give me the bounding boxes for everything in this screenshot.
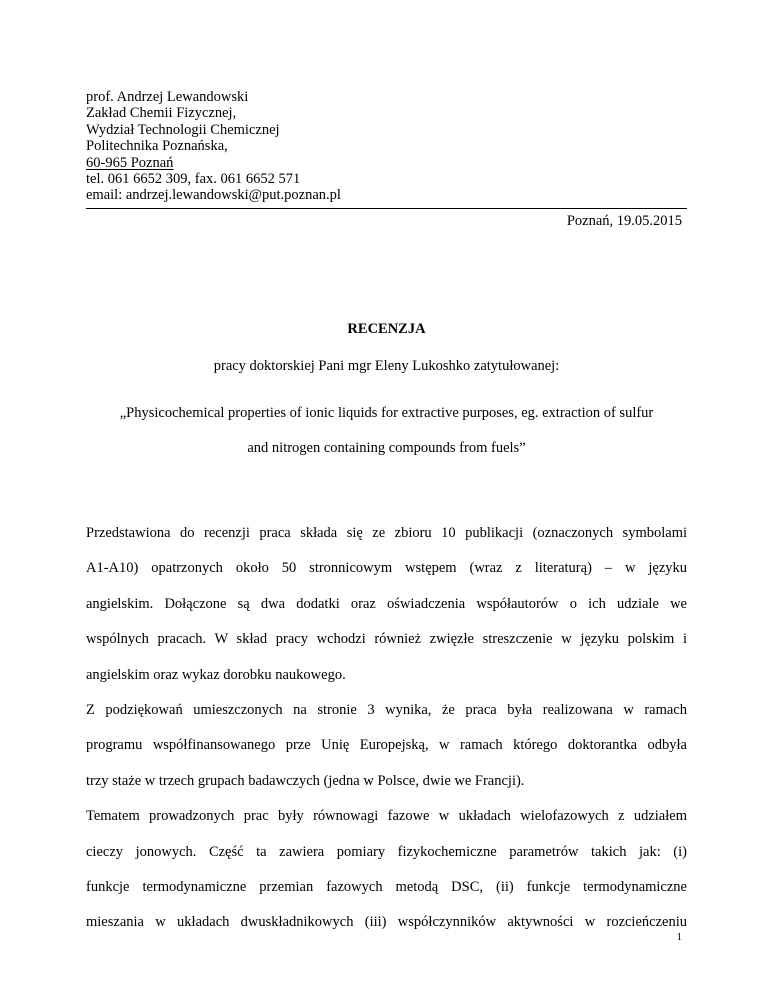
sender-postal-code-city: 60-965 Poznań bbox=[86, 154, 174, 171]
thesis-title-line: „Physicochemical properties of ionic liquids for extractive purposes, eg. extraction of sulfur bbox=[119, 405, 654, 421]
document-subtitle: pracy doktorskiej Pani mgr Eleny Lukoshko zatytułowanej: bbox=[213, 358, 560, 374]
document-title: RECENZJA bbox=[347, 321, 426, 337]
paragraph-line: A1-A10) opatrzonych około 50 stronnicowym wstępem (wraz z literaturą) – w języku bbox=[86, 560, 687, 577]
paragraph-line: Tematem prowadzonych prac były równowagi fazowe w układach wielofazowych z udziałem bbox=[86, 808, 687, 825]
sender-email: email: andrzej.lewandowski@put.poznan.pl bbox=[86, 187, 341, 204]
paragraph-line: mieszania w układach dwuskładnikowych (iii) współczynników aktywności w rozcieńczeniu bbox=[86, 914, 687, 931]
paragraph-line: wspólnych pracach. W skład pracy wchodzi również zwięzłe streszczenie w języku polskim i bbox=[86, 631, 687, 648]
page-number: 1 bbox=[676, 931, 682, 943]
header-divider bbox=[86, 208, 687, 209]
sender-address-block bbox=[86, 89, 686, 204]
paragraph-line: programu współfinansowanego prze Unię Europejską, w ramach którego doktorantka odbyła bbox=[86, 737, 687, 754]
paragraph-line: funkcje termodynamiczne przemian fazowych metodą DSC, (ii) funkcje termodynamiczne bbox=[86, 878, 687, 895]
paragraph bbox=[86, 516, 687, 693]
place-and-date: Poznań, 19.05.2015 bbox=[566, 213, 682, 229]
paragraph bbox=[86, 693, 687, 799]
sender-name: prof. Andrzej Lewandowski bbox=[86, 89, 249, 105]
sender-department: Zakład Chemii Fizycznej, bbox=[86, 105, 237, 122]
paragraph-line: angielskim oraz wykaz dorobku naukowego. bbox=[86, 666, 346, 683]
paragraph-line: Z podziękowań umieszczonych na stronie 3 wynika, że praca była realizowana w ramach bbox=[86, 701, 687, 718]
thesis-title bbox=[86, 396, 687, 467]
paragraph-line: trzy staże w trzech grupach badawczych (jedna w Polsce, dwie we Francji). bbox=[86, 772, 525, 789]
thesis-title-line: and nitrogen containing compounds from fuels” bbox=[247, 440, 526, 457]
paragraph-line: Przedstawiona do recenzji praca składa się ze zbioru 10 publikacji (oznaczonych symbolami bbox=[86, 525, 687, 541]
paragraph-line: cieczy jonowych. Część ta zawiera pomiary fizykochemiczne parametrów takich jak: (i) bbox=[86, 843, 687, 860]
sender-faculty: Wydział Technologii Chemicznej bbox=[86, 121, 280, 138]
paragraph-line: angielskim. Dołączone są dwa dodatki oraz oświadczenia współautorów o ich udziale we bbox=[86, 595, 687, 612]
sender-university: Politechnika Poznańska, bbox=[86, 138, 228, 155]
paragraph bbox=[86, 799, 687, 941]
review-body bbox=[86, 516, 687, 941]
sender-phone-fax: tel. 061 6652 309, fax. 061 6652 571 bbox=[86, 171, 301, 188]
